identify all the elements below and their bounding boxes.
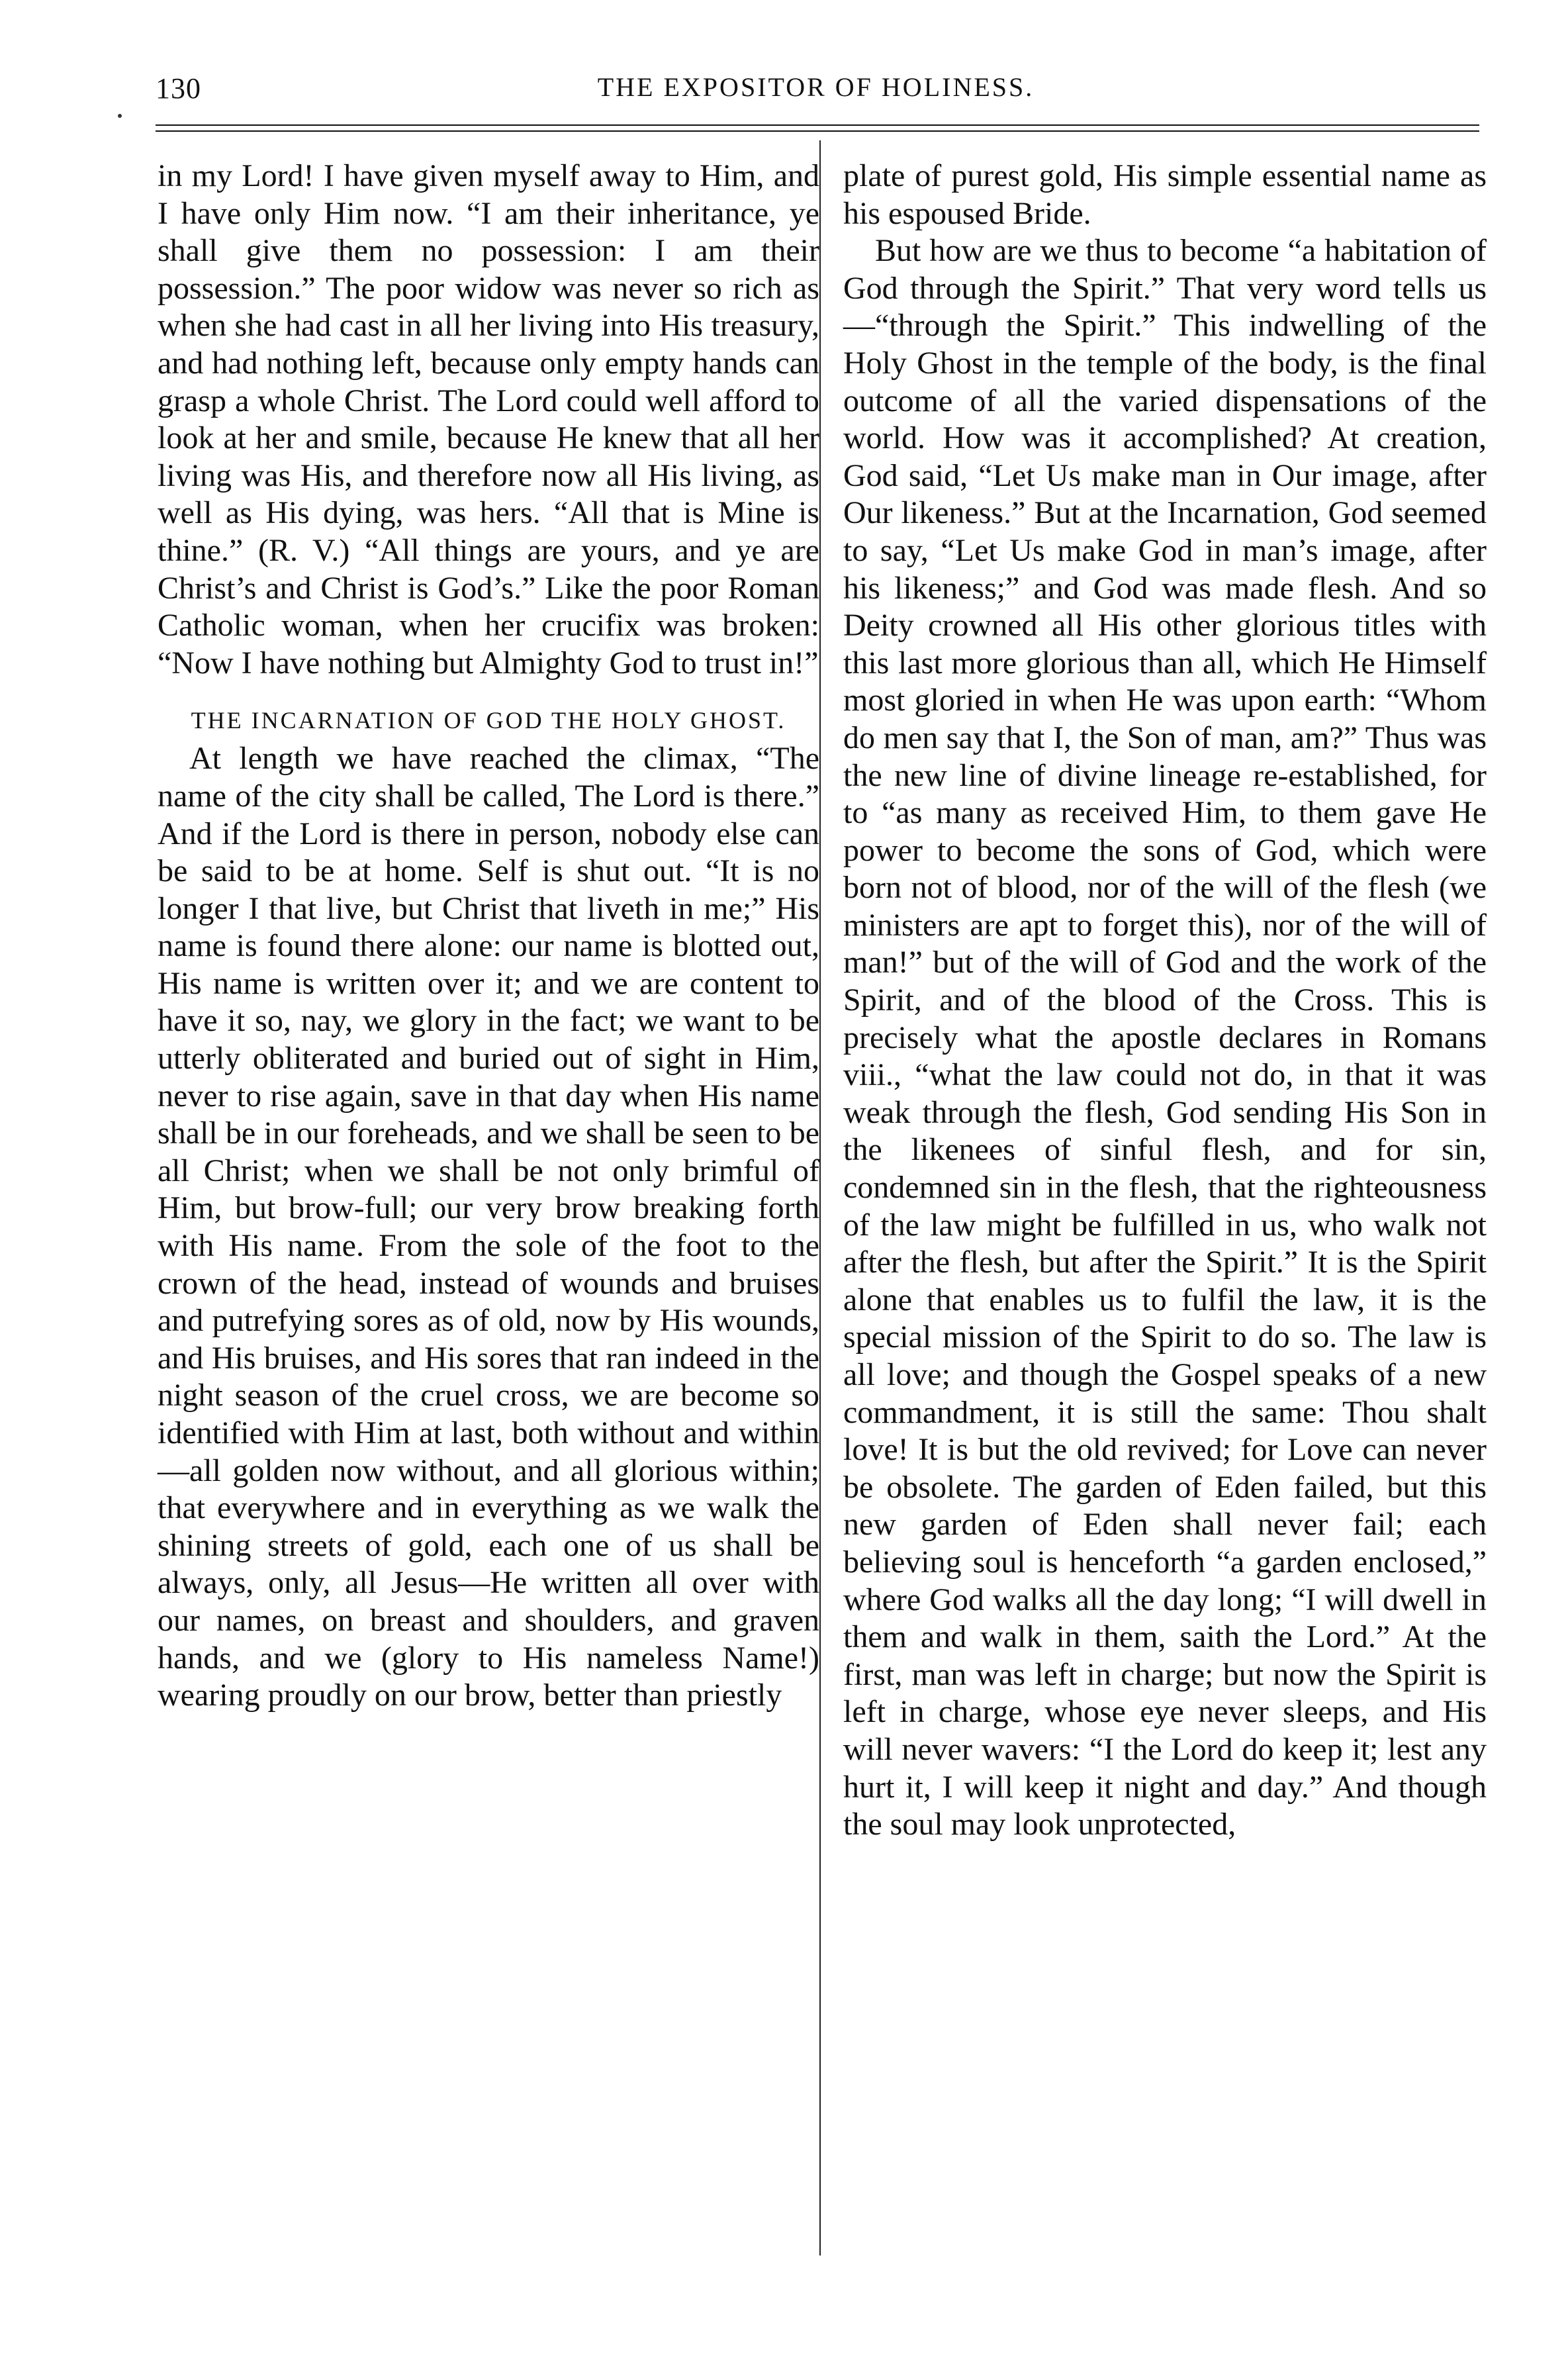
section-heading: THE INCARNATION OF GOD THE HOLY GHOST. xyxy=(191,707,786,734)
column-divider xyxy=(819,140,821,2256)
left-paragraph-1: in my Lord! I have given myself away to Him, and I have only Him now. “I am their inheritance, ye shall give them no possession: I am their possession.” The poor widow was never so rich as when she had cast in all her living into His treasury, and had nothing left, because only empty hands can grasp a whole Christ. The Lord could well afford to look at her and smile, because He knew that all her living was His, and therefore now all His living, as well as His dying, was hers. “All that is Mine is thine.” (R. V.) “All things are yours, and ye are Christ’s and Christ is God’s.” Like the poor Roman Catholic woman, when her crucifix was broken: “Now I have nothing but Almighty God to trust in!” xyxy=(158,158,819,681)
left-paragraph-2: At length we have reached the climax, “The name of the city shall be called, The Lord is there.” And if the Lord is there in person, nobody else can be said to be at home. Self is shut out. “It is no longer I that live, but Christ that liveth in me;” His name is found there alone: our name is blotted out, His name is written over it; and we are content to have it so, nay, we glory in the fact; we want to be utterly obliterated and buried out of sight in Him, never to rise again, save in that day when His name shall be in our foreheads, and we shall be seen to be all Christ; when we shall be not only brimful of Him, but brow-full; our very brow breaking forth with His name. From the sole of the foot to the crown of the head, instead of wounds and bruises and putrefying sores as of old, now by His wounds, and His bruises, and His sores that ran indeed in the night season of the cruel cross, we are become so identified with Him at last, both without and within—all golden now without, and all glorious within; that everywhere and in everything as we walk the shining streets of gold, each one of us shall be always, only, all Jesus—He written all over with our names, on breast and shoulders, and graven hands, and we (glory to His nameless Name!) wearing proudly on our brow, better than priestly xyxy=(158,741,819,1713)
header-rule-bottom xyxy=(156,130,1479,132)
right-column xyxy=(843,158,1487,1844)
right-paragraph-2: But how are we thus to become “a habitation of God through the Spirit.” That very word tells us—“through the Spirit.” This indwelling of the Holy Ghost in the temple of the body, is the final outcome of all the varied dispensations of the world. How was it accomplished? At creation, God said, “Let Us make man in Our image, after Our likeness.” But at the Incarnation, God seemed to say, “Let Us make God in man’s image, after his likeness;” and God was made flesh. And so Deity crowned all His other glorious titles with this last more glorious than all, which He Himself most gloried in when He was upon earth: “Whom do men say that I, the Son of man, am?” Thus was the new line of divine lineage re-established, for to “as many as received Him, to them gave He power to become the sons of God, which were born not of blood, nor of the will of the flesh (we ministers are apt to forget this), nor of the will of man!” but of the will of God and the work of the Spirit, and of the blood of the Cross. This is precisely what the apostle declares in Romans viii., “what the law could not do, in that it was weak through the flesh, God sending His Son in the likenees of sinful flesh, and for sin, condemned sin in the flesh, that the righteousness of the law might be fulfilled in us, who walk not after the flesh, but after the Spirit.” It is the Spirit alone that enables us to fulfil the law, it is the special mission of the Spirit to do so. The law is all love; and though the Gospel speaks of a new commandment, it is still the same: Thou shalt love! It is but the old revived; for Love can never be obsolete. The garden of Eden failed, but this new garden of Eden shall never fail; each believing soul is henceforth “a garden enclosed,” where God walks all the day long; “I will dwell in them and walk in them, saith the Lord.” At the first, man was left in charge; but now the Spirit is left in charge, whose eye never sleeps, and His will never wavers: “I the Lord do keep it; lest any hurt it, I will keep it night and day.” And though the soul may look unprotected, xyxy=(843,233,1487,1842)
left-column xyxy=(158,158,819,1715)
running-title: THE EXPOSITOR OF HOLINESS. xyxy=(597,72,1035,102)
page-number: 130 xyxy=(156,72,201,105)
header-rule-top xyxy=(156,124,1479,126)
print-speck xyxy=(118,114,122,118)
right-paragraph-1: plate of purest gold, His simple essential name as his espoused Bride. xyxy=(843,158,1487,231)
page-header xyxy=(156,71,1476,111)
